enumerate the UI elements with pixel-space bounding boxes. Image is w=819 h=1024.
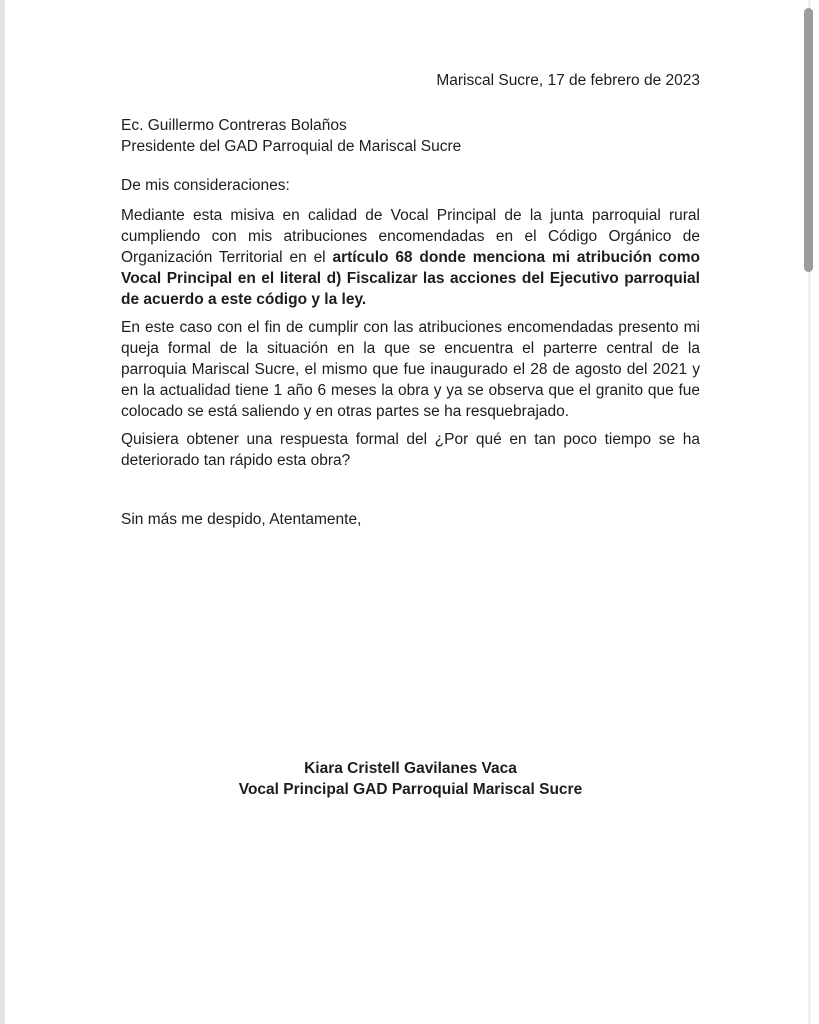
date-line: Mariscal Sucre, 17 de febrero de 2023 — [436, 72, 700, 89]
recipient-block — [121, 115, 700, 157]
signature-name: Kiara Cristell Gavilanes Vaca — [304, 760, 517, 777]
paragraph-2: En este caso con el fin de cumplir con las atribuciones encomendadas presento mi queja formal de la situación en la que se encuentra el parterre central de la parroquia Mariscal Sucre, el mismo que fue inaugurado el 28 de agosto del 2021 y en la actualidad tiene 1 año 6 meses la obra y ya se observa que el granito que fue colocado se está saliendo y en otras partes se ha resquebrajado. — [121, 319, 700, 420]
paragraph-1-normal-text: Mediante esta misiva en calidad de Vocal Principal de la junta parroquial rural cumpliendo con mis atribuciones encomendadas en el Código Orgánico de Organización Territorial en el — [121, 207, 700, 266]
signature-title: Vocal Principal GAD Parroquial Mariscal Sucre — [238, 781, 583, 798]
paragraph-1 — [121, 205, 700, 310]
paragraph-3: Quisiera obtener una respuesta formal del ¿Por qué en tan poco tiempo se ha deteriorado tan rápido esta obra? — [121, 431, 700, 469]
recipient-title: Presidente del GAD Parroquial de Mariscal Sucre — [121, 138, 462, 155]
recipient-name: Ec. Guillermo Contreras Bolaños — [121, 117, 347, 134]
signature-block — [121, 758, 700, 800]
viewer-left-edge — [0, 0, 5, 1024]
salutation: De mis consideraciones: — [121, 177, 290, 194]
closing-line: Sin más me despido, Atentamente, — [121, 511, 362, 528]
scrollbar-thumb[interactable] — [804, 8, 813, 272]
paragraph-1-bold-text: artículo 68 donde menciona mi atribución como Vocal Principal en el literal d) Fiscalizar las acciones del Ejecutivo parroquial de acuerdo a este código y la ley. — [121, 249, 700, 308]
letter-page — [121, 0, 700, 800]
